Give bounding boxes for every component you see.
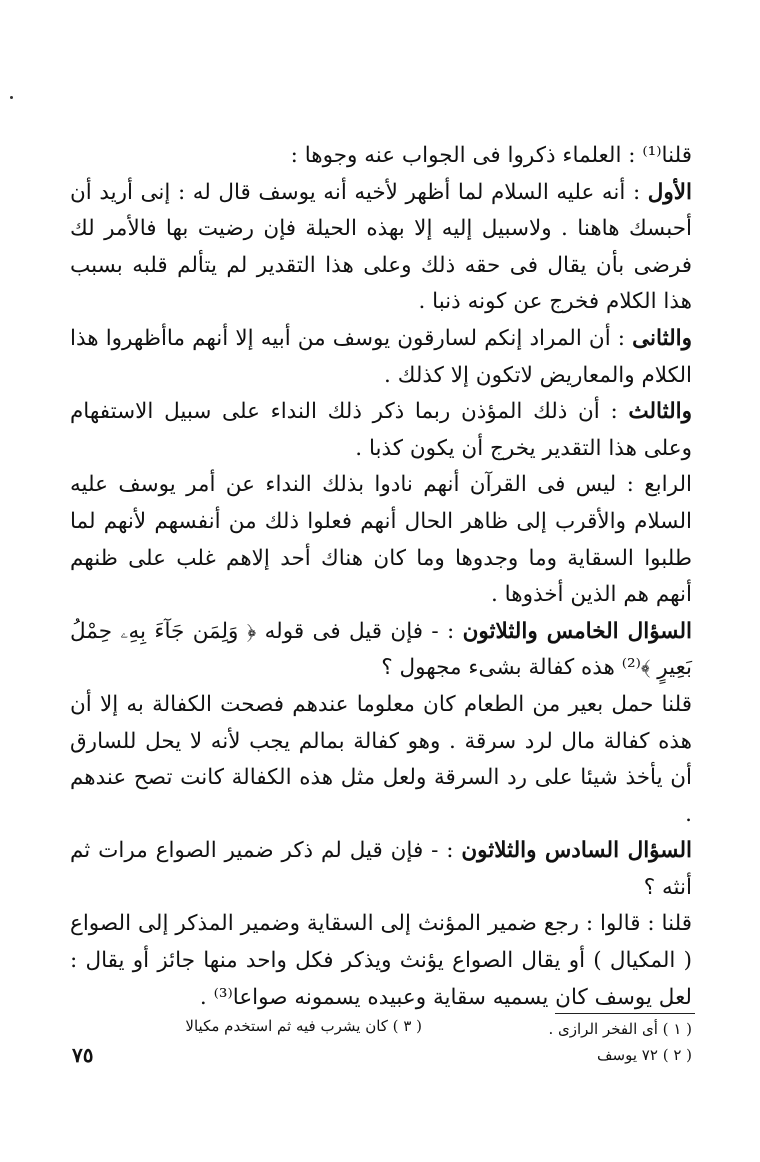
- footnote-divider: [555, 1013, 695, 1014]
- paragraph: قلنا⁽¹⁾ : العلماء ذكروا فى الجواب عنه وجوها :: [290, 143, 692, 168]
- page-number: ٧٥: [72, 1043, 94, 1067]
- paragraph: قلنا : قالوا : رجع ضمير المؤنث إلى السقاية وضمير المذكر إلى الصواع ( المكيال ) أو يقال الصواع يؤنث ويذكر فكل واحد منها جائز أو يقال : لعل يوسف كان يسميه سقاية وعبيده يسمونه صواعا⁽³⁾ .: [70, 911, 692, 1010]
- paragraph: الرابع : ليس فى القرآن أنهم نادوا بذلك النداء عن أمر يوسف عليه السلام والأقرب إلى ظاهر الحال أنهم فعلوا ذلك من أنفسهم لأنهم لما طلبوا السقاية وما وجدوها وما كان هناك أحد إلاهم غلب على ظنهم أنهم هم الذين أخذوها .: [70, 472, 692, 608]
- footnote-2: ( ٢ ) ٧٢ يوسف: [597, 1046, 692, 1064]
- paragraph: قلنا حمل بعير من الطعام كان معلوما عندهم فصحت الكفالة به إلا أن هذه كفالة مال لرد سرقة . وهو كفالة بمالم يجب لأنه لا يحل للسارق أن يأخذ شيئا على رد السرقة ولعل مثل هذه الكفالة كانت تصح عندهم .: [70, 691, 692, 827]
- footnote-1: ( ١ ) أى الفخر الرازى .: [548, 1020, 692, 1038]
- paragraph: والثانى : أن المراد إنكم لسارقون يوسف من أبيه إلا أنهم ماأظهروا هذا الكلام والمعاريض لاتكون إلا كذلك .: [70, 325, 692, 388]
- paragraph: الأول : أنه عليه السلام لما أظهر لأخيه أنه يوسف قال له : إنى أريد أن أحبسك هاهنا . ولاسبيل إليه إلا بهذه الحيلة فإن رضيت بها فالأمر لك فرضى بأن يقال فى حقه ذلك وعلى هذا التقدير لم يتألم قلبه بسبب هذا الكلام فخرج عن كونه ذنبا .: [70, 179, 692, 315]
- scan-speck: [10, 96, 13, 99]
- paragraph: والثالث : أن ذلك المؤذن ربما ذكر ذلك النداء على سبيل الاستفهام وعلى هذا التقدير يخرج أن يكون كذبا .: [70, 399, 692, 461]
- footnote-3: ( ٣ ) كان يشرب فيه ثم استخدم مكيالا: [185, 1017, 422, 1035]
- body-text: [70, 138, 692, 1016]
- paragraph: السؤال الخامس والثلاثون : - فإن قيل فى قوله ﴿ وَلِمَن جَآءَ بِهِۦ حِمْلُ بَعِيرٍ ﴾⁽²⁾ هذه كفالة بشىء مجهول ؟: [70, 618, 693, 681]
- paragraph: السؤال السادس والثلاثون : - فإن قيل لم ذكر ضمير الصواع مرات ثم أنثه ؟: [70, 838, 692, 900]
